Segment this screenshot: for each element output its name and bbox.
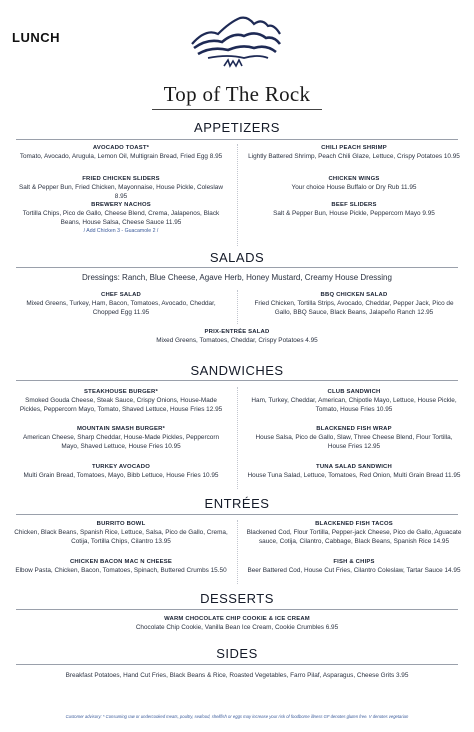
meal-label: LUNCH [12, 30, 60, 45]
item-desc: Beer Battered Cod, House Cut Fries, Cilantro Coleslaw, Tartar Sauce 14.95 [247, 567, 461, 574]
item-desc: Mixed Greens, Tomatoes, Cheddar, Crispy Potatoes 4.95 [156, 337, 318, 344]
item-name: CHILI PEACH SHRIMP [321, 145, 387, 151]
item-desc: Salt & Pepper Bun, Fried Chicken, Mayonnaise, House Pickle, Coleslaw 8.95 [19, 184, 223, 200]
menu-item-turkey-avocado [14, 463, 228, 480]
item-name: BURRITO BOWL [96, 521, 146, 527]
item-desc: Fried Chicken, Tortilla Strips, Avocado, Cheddar, Pepper Jack, Pico de Gallo, BBQ Sauce, Black Beans, Jalapeño Ranch 12.95 [254, 300, 454, 316]
item-desc: Chicken, Black Beans, Spanish Rice, Lettuce, Salsa, Pico de Gallo, Crema, Cotija, Tortilla Chips, Cilantro 13.95 [14, 529, 228, 545]
section-title-entrees: ENTRÉES [204, 496, 270, 511]
menu-item-fish-and-chips [246, 558, 462, 575]
menu-item-chef-salad [14, 291, 228, 317]
item-name: BREWERY NACHOS [91, 202, 151, 208]
item-addon-note: / Add Chicken 3 - Guacamole 2 / [83, 228, 159, 234]
section-title-sides: SIDES [216, 646, 258, 661]
menu-item-avocado-toast [14, 144, 228, 161]
item-desc: American Cheese, Sharp Cheddar, House-Made Pickles, Peppercorn Mayo, Shaved Lettuce, House Fries 10.95 [22, 434, 220, 450]
menu-item-bbq-chicken-salad [246, 291, 462, 317]
menu-item-fried-chicken-sliders [14, 175, 228, 201]
title-underline [152, 109, 322, 110]
divider [16, 380, 458, 381]
item-desc: Blackened Cod, Flour Tortilla, Pepper-jack Cheese, Pico de Gallo, Aguacate sauce, Cotija, Cilantro, Cabbage, Black Beans, Spanish Rice 14.95 [246, 529, 462, 545]
menu-item-chicken-bacon-mac [14, 558, 228, 575]
item-name: CHICKEN BACON MAC N CHEESE [69, 559, 173, 565]
menu-item-club-sandwich [246, 388, 462, 414]
column-divider [237, 144, 238, 246]
menu-item-chili-peach-shrimp [246, 144, 462, 161]
divider [16, 664, 458, 665]
item-desc: House Salsa, Pico de Gallo, Slaw, Three Cheese Blend, Flour Tortilla, House Fries 12.95 [255, 434, 453, 450]
menu-item-steakhouse-burger [14, 388, 228, 414]
menu-item-mountain-smash-burger [14, 425, 228, 451]
item-name: STEAKHOUSE BURGER* [84, 389, 158, 395]
menu-item-chicken-wings [246, 175, 462, 192]
menu-item-prix-entree-salad [20, 328, 454, 345]
item-desc: House Tuna Salad, Lettuce, Tomatoes, Red Onion, Multi Grain Bread 11.95 [247, 472, 461, 479]
section-title-sandwiches: SANDWICHES [190, 363, 284, 378]
item-name: PRIX-ENTRÉE SALAD [204, 329, 270, 335]
divider [16, 139, 458, 140]
item-desc: Multi Grain Bread, Tomatoes, Mayo, Bibb Lettuce, House Fries 10.95 [23, 472, 219, 479]
salad-dressings: Dressings: Ranch, Blue Cheese, Agave Herb, Honey Mustard, Creamy House Dressing [82, 273, 392, 282]
item-desc: Breakfast Potatoes, Hand Cut Fries, Black Beans & Rice, Roasted Vegetables, Farro Pilaf, Asparagus, Cheese Grits 3.95 [65, 672, 409, 679]
divider [16, 514, 458, 515]
item-name: WARM CHOCOLATE CHIP COOKIE & ICE CREAM [164, 616, 310, 622]
item-name: BBQ CHICKEN SALAD [320, 292, 388, 298]
item-name: FISH & CHIPS [333, 559, 375, 565]
menu-item-burrito-bowl [14, 520, 228, 546]
item-desc: Ham, Turkey, Cheddar, American, Chipotle Mayo, Lettuce, House Pickle, Tomato, House Fries 10.95 [251, 397, 457, 413]
item-name: CHEF SALAD [101, 292, 141, 298]
item-desc: Lightly Battered Shrimp, Peach Chili Glaze, Lettuce, Crispy Potatoes 10.95 [248, 153, 460, 160]
item-name: BLACKENED FISH WRAP [316, 426, 392, 432]
item-name: CLUB SANDWICH [327, 389, 381, 395]
item-name: FRIED CHICKEN SLIDERS [82, 176, 160, 182]
item-desc: Salt & Pepper Bun, House Pickle, Peppercorn Mayo 9.95 [273, 210, 435, 217]
section-title-desserts: DESSERTS [200, 591, 274, 606]
column-divider [237, 520, 238, 584]
menu-item-blackened-fish-tacos [246, 520, 462, 546]
section-title-salads: SALADS [209, 250, 265, 265]
menu-item-cookie-ice-cream [20, 615, 454, 632]
item-name: TUNA SALAD SANDWICH [316, 464, 392, 470]
item-desc: Chocolate Chip Cookie, Vanilla Bean Ice Cream, Cookie Crumbles 6.95 [135, 624, 339, 631]
item-name: BEEF SLIDERS [331, 202, 377, 208]
item-desc: Tomato, Avocado, Arugula, Lemon Oil, Multigrain Bread, Fried Egg 8.95 [19, 153, 223, 160]
item-name: MOUNTAIN SMASH BURGER* [76, 426, 166, 432]
restaurant-title: Top of The Rock [163, 82, 311, 106]
item-name: BLACKENED FISH TACOS [315, 521, 393, 527]
menu-item-blackened-fish-wrap [246, 425, 462, 451]
divider [16, 609, 458, 610]
menu-item-tuna-salad-sandwich [246, 463, 462, 480]
section-title-appetizers: APPETIZERS [194, 120, 280, 135]
menu-item-brewery-nachos [14, 201, 228, 235]
menu-item-beef-sliders [246, 201, 462, 218]
item-desc: Smoked Gouda Cheese, Steak Sauce, Crispy Onions, House-Made Pickles, Peppercorn Mayo, Tomato, Shaved Lettuce, House Fries 12.95 [19, 397, 223, 413]
mountain-logo-icon [188, 14, 284, 76]
column-divider [237, 290, 238, 324]
item-name: AVOCADO TOAST* [92, 145, 150, 151]
item-name: CHICKEN WINGS [328, 176, 380, 182]
item-name: TURKEY AVOCADO [91, 464, 150, 470]
item-desc: Tortilla Chips, Pico de Gallo, Cheese Blend, Crema, Jalapenos, Black Beans, House Salsa, Cheese Sauce 11.95 [22, 210, 220, 226]
column-divider [237, 387, 238, 489]
customer-advisory: Customer advisory: * Consuming raw or undercooked meats, poultry, seafood, shellfish or eggs may increase your risk of foodborne illness GF denotes gluten free. V denotes vegetarian [65, 714, 409, 719]
item-desc: Elbow Pasta, Chicken, Bacon, Tomatoes, Spinach, Buttered Crumbs 15.50 [15, 567, 227, 574]
item-desc: Mixed Greens, Turkey, Ham, Bacon, Tomatoes, Avocado, Cheddar, Chopped Egg 11.95 [26, 300, 216, 316]
divider [16, 267, 458, 268]
item-desc: Your choice House Buffalo or Dry Rub 11.95 [291, 184, 417, 191]
menu-item-sides [20, 671, 454, 680]
